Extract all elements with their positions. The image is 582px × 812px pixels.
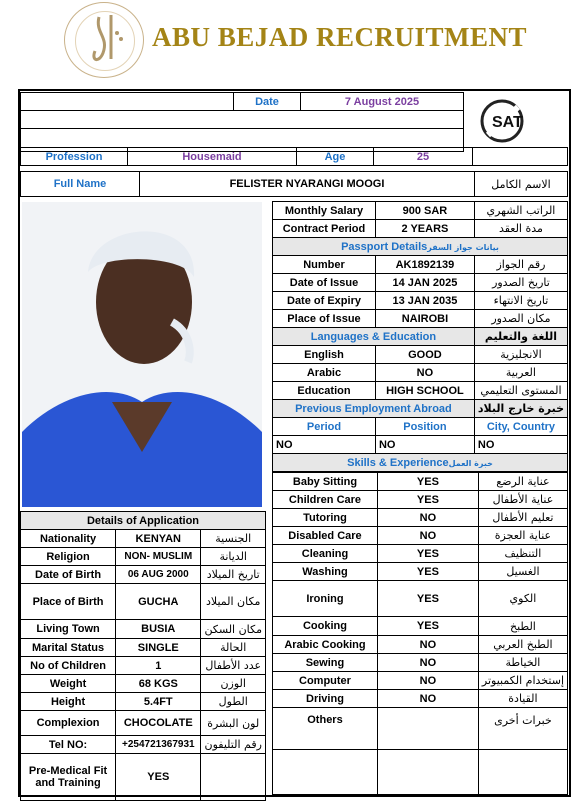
skill-value: NO: [377, 672, 478, 690]
app-value: YES: [116, 754, 201, 801]
period-value: 2 YEARS: [375, 220, 474, 238]
app-ar: الجنسية: [201, 530, 266, 548]
issue-date-ar: تاريخ الصدور: [474, 274, 567, 292]
skill-ar: الطبخ العربي: [478, 636, 567, 654]
skill-value: NO: [377, 654, 478, 672]
english-ar: الانجليزية: [474, 346, 567, 364]
app-ar: لون البشرة: [201, 711, 266, 736]
app-ar: الديانة: [201, 548, 266, 566]
profession-value: Housemaid: [128, 148, 297, 166]
skill-value: NO: [377, 636, 478, 654]
employment-title-ar: خبرة خارج البلاد: [474, 400, 567, 418]
profession-label: Profession: [21, 148, 128, 166]
employment-title: Previous Employment Abroad: [273, 400, 475, 418]
app-label: Pre-Medical Fit and Training: [21, 754, 116, 801]
skill-label: Tutoring: [273, 509, 378, 527]
date-value: 7 August 2025: [301, 93, 464, 111]
app-value: +254721367931: [116, 736, 201, 754]
issue-date-value: 14 JAN 2025: [375, 274, 474, 292]
arabic-label: Arabic: [273, 364, 376, 382]
app-label: Complexion: [21, 711, 116, 736]
skill-ar: الكوي: [478, 581, 567, 617]
app-label: Nationality: [21, 530, 116, 548]
skill-label: Washing: [273, 563, 378, 581]
skill-ar: خبرات أخرى: [478, 708, 567, 733]
salary-value: 900 SAR: [375, 202, 474, 220]
education-ar: المستوى التعليمي: [474, 382, 567, 400]
passport-number-value: AK1892139: [375, 256, 474, 274]
employment-city: NO: [474, 436, 567, 454]
skill-value: NO: [377, 527, 478, 545]
education-label: Education: [273, 382, 376, 400]
passport-number-label: Number: [273, 256, 376, 274]
issue-place-ar: مكان الصدور: [474, 310, 567, 328]
languages-title: Languages & Education: [273, 328, 475, 346]
fullname-ar: الاسم الكامل: [475, 172, 568, 197]
skill-label: Children Care: [273, 491, 378, 509]
app-label: Weight: [21, 675, 116, 693]
skill-ar: الخياطة: [478, 654, 567, 672]
sat-logo: [474, 95, 546, 147]
company-name: ABU BEJAD RECRUITMENT: [152, 22, 528, 52]
app-ar: مكان السكن: [201, 620, 266, 639]
passport-title: Passport Detailsبيانات جواز السفر: [273, 238, 568, 256]
app-ar: عدد الأطفال: [201, 657, 266, 675]
skill-label: Sewing: [273, 654, 378, 672]
fullname-value: FELISTER NYARANGI MOOGI: [140, 172, 475, 197]
fullname-row: [20, 171, 568, 197]
app-label: Tel NO:: [21, 736, 116, 754]
period-label: Contract Period: [273, 220, 376, 238]
col-city: City, Country: [474, 418, 567, 436]
skill-ar: الغسيل: [478, 563, 567, 581]
col-position: Position: [375, 418, 474, 436]
skill-label: Driving: [273, 690, 378, 708]
app-ar: الطول: [201, 693, 266, 711]
arabic-ar: العربية: [474, 364, 567, 382]
app-value: 1: [116, 657, 201, 675]
app-value: BUSIA: [116, 620, 201, 639]
issue-place-value: NAIROBI: [375, 310, 474, 328]
employment-period: NO: [273, 436, 376, 454]
skill-ar: عناية الأطفال: [478, 491, 567, 509]
app-ar: مكان الميلاد: [201, 584, 266, 620]
skill-label: Others: [273, 708, 378, 733]
english-label: English: [273, 346, 376, 364]
languages-title-ar: اللغة والتعليم: [474, 328, 567, 346]
application-title: Details of Application: [21, 512, 266, 530]
sat-logo-text: SAT: [492, 114, 523, 131]
app-label: Date of Birth: [21, 566, 116, 584]
skill-ar: الطبخ: [478, 617, 567, 636]
skill-ar: عناية الرضع: [478, 473, 567, 491]
app-label: No of Children: [21, 657, 116, 675]
arabic-value: NO: [375, 364, 474, 382]
app-value: 5.4FT: [116, 693, 201, 711]
skill-label: Ironing: [273, 581, 378, 617]
sat-logo-icon: [474, 95, 546, 147]
expiry-date-value: 13 JAN 2035: [375, 292, 474, 310]
app-ar: [201, 754, 266, 801]
applicant-photo: [22, 202, 262, 507]
app-value: GUCHA: [116, 584, 201, 620]
app-label: Living Town: [21, 620, 116, 639]
right-top-section: [272, 201, 568, 472]
fullname-label: Full Name: [21, 172, 140, 197]
expiry-date-ar: تاريخ الانتهاء: [474, 292, 567, 310]
skill-value: NO: [377, 690, 478, 708]
skill-label: Arabic Cooking: [273, 636, 378, 654]
skill-value: YES: [377, 545, 478, 563]
salary-label: Monthly Salary: [273, 202, 376, 220]
salary-ar: الراتب الشهري: [474, 202, 567, 220]
skill-value: NO: [377, 509, 478, 527]
app-value: 68 KGS: [116, 675, 201, 693]
app-label: Height: [21, 693, 116, 711]
passport-number-ar: رقم الجواز: [474, 256, 567, 274]
company-emblem: [64, 2, 144, 78]
skill-ar: إستخدام الكمبيوتر: [478, 672, 567, 690]
skill-ar: القيادة: [478, 690, 567, 708]
period-ar: مدة العقد: [474, 220, 567, 238]
skills-section: [272, 472, 568, 795]
skill-value: [377, 708, 478, 733]
employment-position: NO: [375, 436, 474, 454]
age-label: Age: [297, 148, 374, 166]
english-value: GOOD: [375, 346, 474, 364]
app-ar: الوزن: [201, 675, 266, 693]
expiry-date-label: Date of Expiry: [273, 292, 376, 310]
app-ar: تاريخ الميلاد: [201, 566, 266, 584]
calligraphy-logo-icon: [65, 3, 145, 79]
date-label: Date: [234, 93, 301, 111]
applicant-portrait-icon: [22, 202, 262, 507]
application-section: [20, 511, 266, 801]
skill-label: Cooking: [273, 617, 378, 636]
app-value: SINGLE: [116, 639, 201, 657]
skill-label: Computer: [273, 672, 378, 690]
skill-label: Cleaning: [273, 545, 378, 563]
app-value: NON- MUSLIM: [116, 548, 201, 566]
skill-ar: عناية العجزة: [478, 527, 567, 545]
skill-value: YES: [377, 617, 478, 636]
skill-value: YES: [377, 563, 478, 581]
age-value: 25: [374, 148, 473, 166]
skills-title: Skills & Experienceخبرة العمل: [273, 454, 568, 472]
app-value: KENYAN: [116, 530, 201, 548]
col-period: Period: [273, 418, 376, 436]
app-value: CHOCOLATE: [116, 711, 201, 736]
app-label: Marital Status: [21, 639, 116, 657]
app-label: Religion: [21, 548, 116, 566]
skill-ar: تعليم الأطفال: [478, 509, 567, 527]
issue-date-label: Date of Issue: [273, 274, 376, 292]
skill-value: YES: [377, 491, 478, 509]
app-label: Place of Birth: [21, 584, 116, 620]
skill-ar: التنظيف: [478, 545, 567, 563]
app-ar: رقم التليفون: [201, 736, 266, 754]
skill-label: Baby Sitting: [273, 473, 378, 491]
app-value: 06 AUG 2000: [116, 566, 201, 584]
education-value: HIGH SCHOOL: [375, 382, 474, 400]
app-ar: الحالة: [201, 639, 266, 657]
skill-value: YES: [377, 581, 478, 617]
issue-place-label: Place of Issue: [273, 310, 376, 328]
skill-label: Disabled Care: [273, 527, 378, 545]
profession-row: [20, 147, 568, 166]
skill-value: YES: [377, 473, 478, 491]
